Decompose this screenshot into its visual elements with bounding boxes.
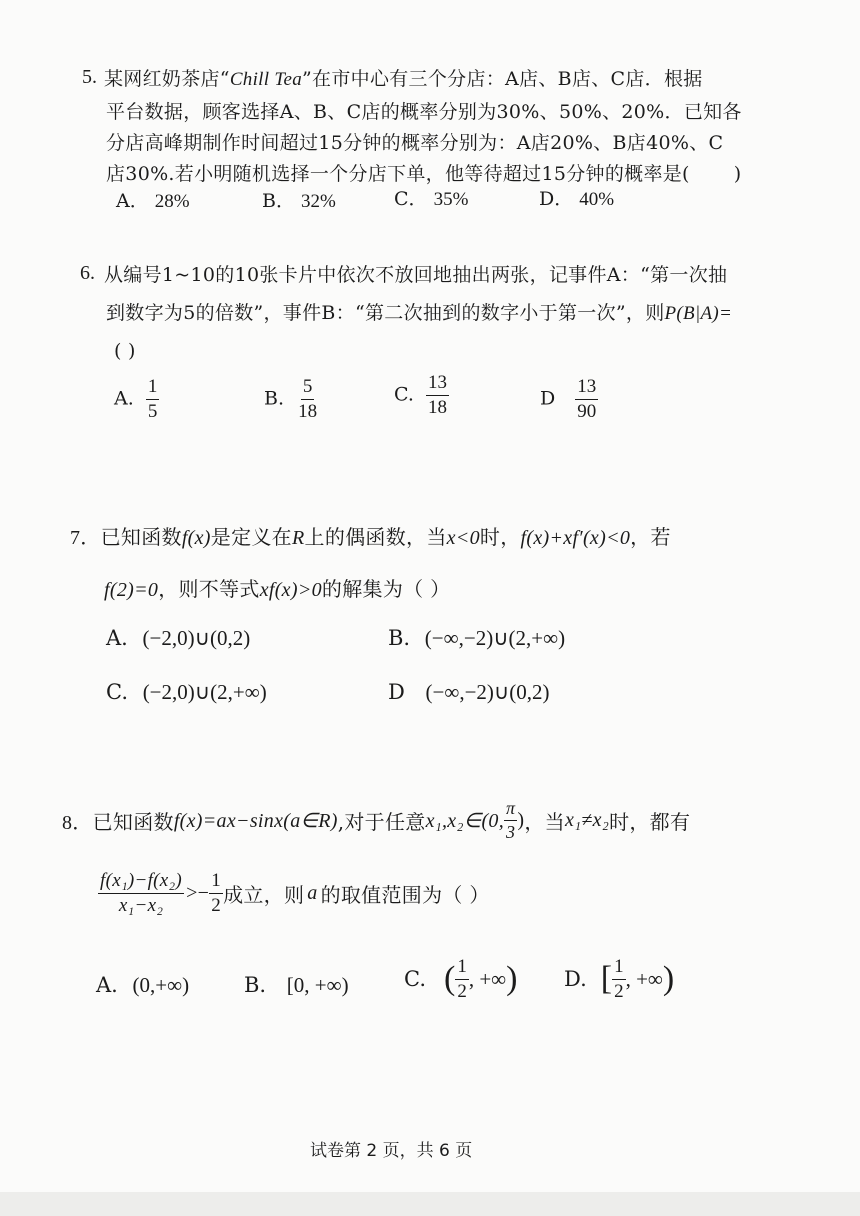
shop-name: Chill Tea — [229, 69, 303, 90]
option-d[interactable]: D $\frac{13}{90}$ — [540, 376, 597, 422]
option-c[interactable]: C. $\frac{13}{18}$ — [394, 372, 447, 418]
option-a[interactable]: A. $\frac{1}{5}$ — [114, 376, 158, 422]
option-d[interactable]: D (−∞,−2)∪(0,2) — [388, 680, 550, 704]
option-a[interactable]: A. (−2,0)∪(0,2) — [106, 626, 251, 650]
answer-blank: ( ) — [114, 340, 136, 362]
question-text-line: 到数字为5的倍数”，事件B：“第二次抽到的数字小于第一次”，则P(B|A)= — [106, 302, 733, 324]
question-text-line: 从编号1~10的10张卡片中依次不放回地抽出两张，记事件A：“第一次抽 — [104, 264, 728, 286]
question-text-line: 7．已知函数f(x)是定义在R上的偶函数，当x<0时，f(x)+xf′(x)<0，若 — [70, 525, 671, 549]
page-edge — [0, 1192, 860, 1216]
question-number: 7． — [70, 527, 101, 549]
option-b[interactable]: B. $\frac{5}{18}$ — [264, 376, 318, 422]
question-number: 8． — [62, 811, 93, 834]
question-text-line: 平台数据，顾客选择A、B、C店的概率分别为30%、50%、20%．已知各 — [106, 101, 742, 123]
question-number: 6. — [80, 262, 95, 284]
question-number: 5. — [82, 66, 97, 88]
option-c[interactable]: C. ( $\frac{1}{2}$ , +∞ ) — [404, 956, 518, 1002]
option-a[interactable]: A． 28% — [116, 190, 190, 212]
option-c[interactable]: C. (−2,0)∪(2,+∞) — [106, 680, 267, 704]
option-b[interactable]: B． 32% — [262, 190, 336, 212]
option-d[interactable]: D. [ $\frac{1}{2}$ , +∞ ) — [564, 956, 675, 1002]
conditional-probability: P(B|A)= — [664, 303, 733, 324]
question-text-line: 店30%.若小明随机选择一个分店下单，他等待超过15分钟的概率是( ) — [106, 163, 742, 185]
option-c[interactable]: C． 35% — [394, 188, 469, 210]
question-text-line: $\frac{\text{f(x₁)−f(x₂)}}{\text{x₁−x₂}}$ >− $\frac{1}{2}$ 成立，则 a 的取值范围为（ ） — [100, 870, 490, 916]
question-text-line: 分店高峰期制作时间超过15分钟的概率分别为：A店20%、B店40%、C — [106, 132, 724, 154]
question-text-line: f(2)=0，则不等式xf(x)>0的解集为（ ） — [104, 577, 451, 601]
option-b[interactable]: B. (−∞,−2)∪(2,+∞) — [388, 626, 566, 650]
option-d[interactable]: D． 40% — [539, 188, 615, 210]
page-footer: 试卷第 2 页，共 6 页 — [310, 1141, 473, 1161]
question-text-line: 某网红奶茶店“Chill Tea”在市中心有三个分店：A店、B店、C店．根据 — [104, 68, 703, 90]
option-b[interactable]: B. [0, +∞) — [244, 973, 349, 997]
option-a[interactable]: A. (0,+∞) — [96, 973, 190, 997]
question-text-line: 8． 已知函数 f(x)=ax−sinx(a∈R) ,对于任意 x₁,x₂∈(0, $\frac{\pi}{3}$ ) ，当 x₁≠x₂ 时，都有 — [62, 798, 691, 842]
